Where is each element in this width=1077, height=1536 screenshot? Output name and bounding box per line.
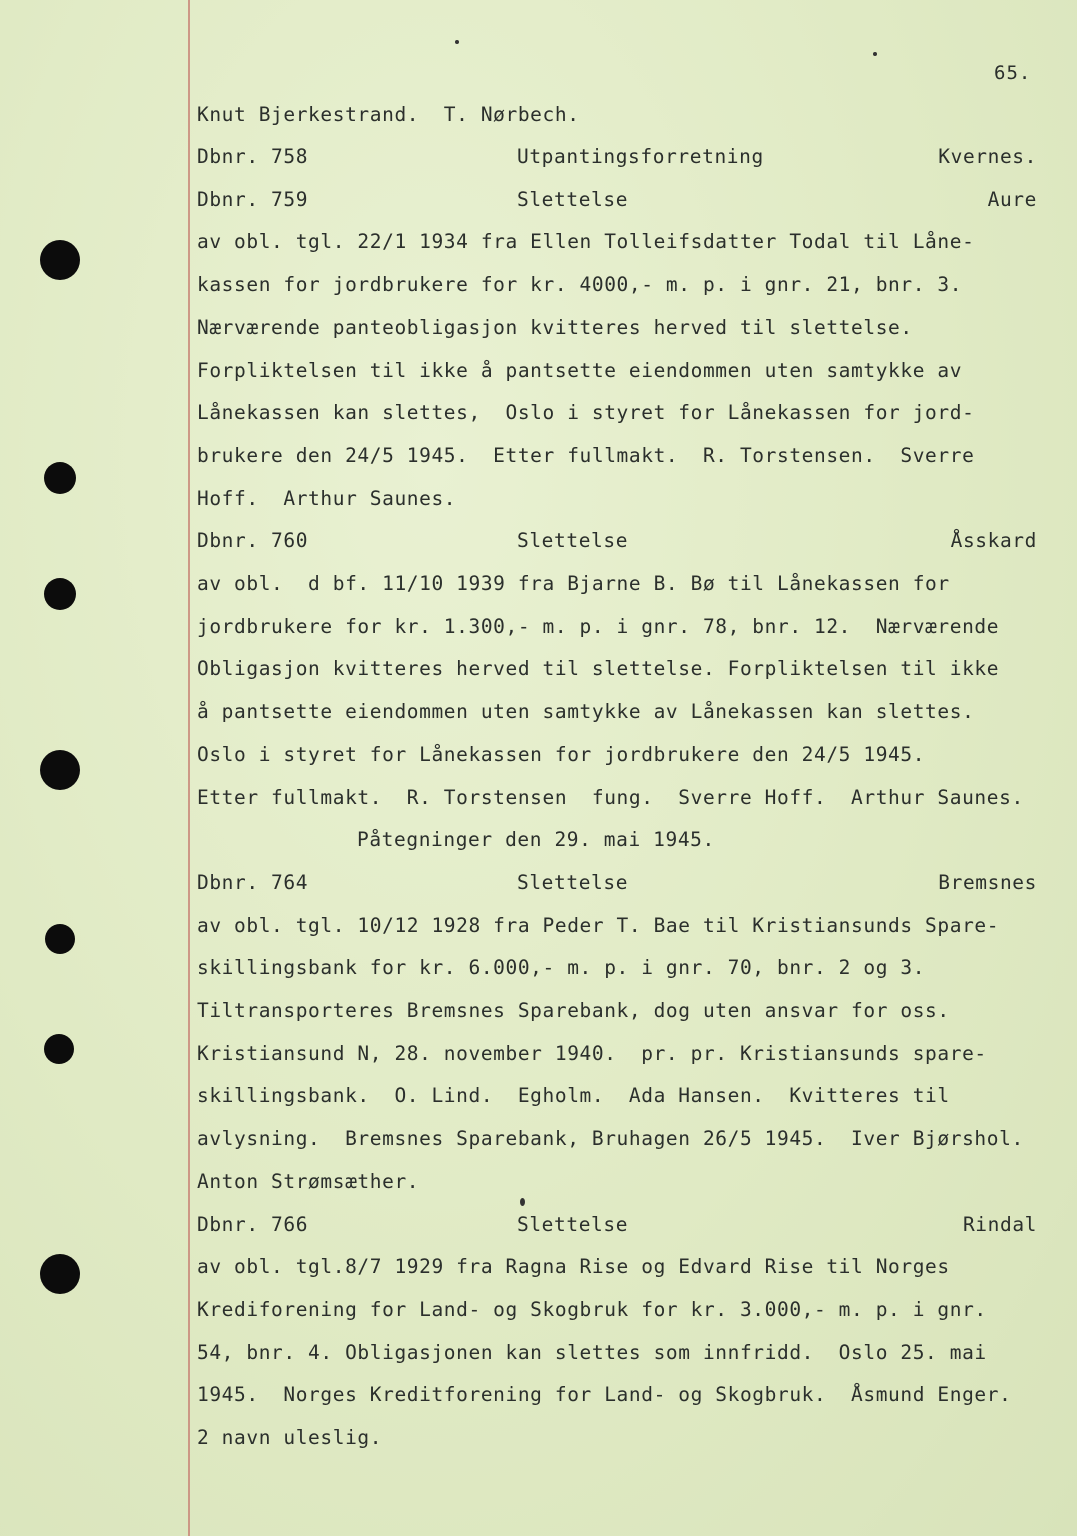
entry-text-line: 54, bnr. 4. Obligasjonen kan slettes som innfridd. Oslo 25. mai	[197, 1340, 987, 1364]
entry-text-line: Krediforening for Land- og Skogbruk for kr. 3.000,- m. p. i gnr.	[197, 1297, 987, 1321]
entry-text-line: Obligasjon kvitteres herved til slettelse. Forpliktelsen til ikke	[197, 657, 1000, 681]
margin-rule	[188, 0, 190, 1536]
entry-dbnr: Dbnr. 759	[197, 187, 309, 211]
entry-dbnr: Dbnr. 766	[197, 1212, 309, 1236]
entry-place: Aure	[987, 187, 1037, 211]
entry-type: Slettelse	[517, 1212, 629, 1236]
entry-text-line: Forpliktelsen til ikke å pantsette eiendommen uten samtykke av	[197, 358, 963, 382]
punch-hole	[40, 240, 80, 280]
entry-place: Bremsnes	[938, 870, 1037, 894]
entry-text-line: Lånekassen kan slettes, Oslo i styret for Lånekassen for jord-	[197, 401, 975, 425]
entry-header	[197, 185, 1057, 215]
ink-speck	[520, 1198, 525, 1206]
entry-text-line: Hoff. Arthur Saunes.	[197, 486, 457, 510]
entry-text-line: Oslo i styret for Lånekassen for jordbrukere den 24/5 1945.	[197, 742, 926, 766]
page-number: 65.	[994, 62, 1032, 84]
entry-text-line: jordbrukere for kr. 1.300,- m. p. i gnr. 78, bnr. 12. Nærværende	[197, 614, 1000, 638]
entry-text-line: Kristiansund N, 28. november 1940. pr. pr. Kristiansunds spare-	[197, 1041, 987, 1065]
ink-speck	[455, 40, 459, 44]
entry-type: Utpantingsforretning	[517, 145, 764, 168]
entry-text-line: å pantsette eiendommen uten samtykke av Lånekassen kan slettes.	[197, 700, 975, 724]
section-heading: Påtegninger den 29. mai 1945.	[357, 828, 715, 852]
entry-text-line: avlysning. Bremsnes Sparebank, Bruhagen 26/5 1945. Iver Bjørshol.	[197, 1127, 1024, 1151]
punch-hole	[45, 924, 75, 954]
punch-hole	[44, 578, 76, 610]
entry-header	[197, 868, 1057, 898]
entry-header	[197, 526, 1057, 556]
entry-text-line: av obl. tgl. 10/12 1928 fra Peder T. Bae til Kristiansunds Spare-	[197, 913, 1000, 937]
entry-text-line: Etter fullmakt. R. Torstensen fung. Sverre Hoff. Arthur Saunes.	[197, 785, 1024, 809]
ink-speck	[873, 52, 877, 56]
entry-dbnr: Dbnr. 758	[197, 145, 309, 168]
header-line: Knut Bjerkestrand. T. Nørbech.	[197, 103, 580, 126]
entry-text-line: av obl. d bf. 11/10 1939 fra Bjarne B. Bø til Lånekassen for	[197, 572, 950, 595]
entry-text-line: kassen for jordbrukere for kr. 4000,- m. p. i gnr. 21, bnr. 3.	[197, 273, 963, 297]
entry-place: Åsskard	[950, 529, 1037, 553]
entry-text-line: av obl. tgl. 22/1 1934 fra Ellen Tolleifsdatter Todal til Låne-	[197, 230, 975, 254]
entry-text-line: 2 navn uleslig.	[197, 1426, 383, 1449]
entry-text-line: 1945. Norges Kreditforening for Land- og Skogbruk. Åsmund Enger.	[197, 1383, 1012, 1407]
entry-type: Slettelse	[517, 529, 629, 553]
entry-text-line: skillingsbank. O. Lind. Egholm. Ada Hansen. Kvitteres til	[197, 1084, 950, 1108]
entry-text-line: Anton Strømsæther.	[197, 1169, 420, 1193]
entry-text-line: skillingsbank for kr. 6.000,- m. p. i gnr. 70, bnr. 2 og 3.	[197, 956, 926, 980]
entry-type: Slettelse	[517, 870, 629, 894]
entry-header	[197, 142, 1057, 172]
entry-type: Slettelse	[517, 187, 629, 211]
entry-dbnr: Dbnr. 760	[197, 529, 309, 553]
entry-dbnr: Dbnr. 764	[197, 870, 309, 894]
punch-hole	[44, 1034, 74, 1064]
entry-header	[197, 1210, 1057, 1240]
entry-place: Kvernes.	[938, 145, 1037, 168]
entry-text-line: Tiltransporteres Bremsnes Sparebank, dog uten ansvar for oss.	[197, 999, 950, 1022]
punch-hole	[44, 462, 76, 494]
punch-hole	[40, 750, 80, 790]
punch-hole	[40, 1254, 80, 1294]
entry-text-line: av obl. tgl.8/7 1929 fra Ragna Rise og Edvard Rise til Norges	[197, 1255, 950, 1279]
entry-text-line: Nærværende panteobligasjon kvitteres herved til slettelse.	[197, 315, 913, 339]
entry-place: Rindal	[962, 1212, 1037, 1236]
entry-text-line: brukere den 24/5 1945. Etter fullmakt. R. Torstensen. Sverre	[197, 443, 975, 467]
